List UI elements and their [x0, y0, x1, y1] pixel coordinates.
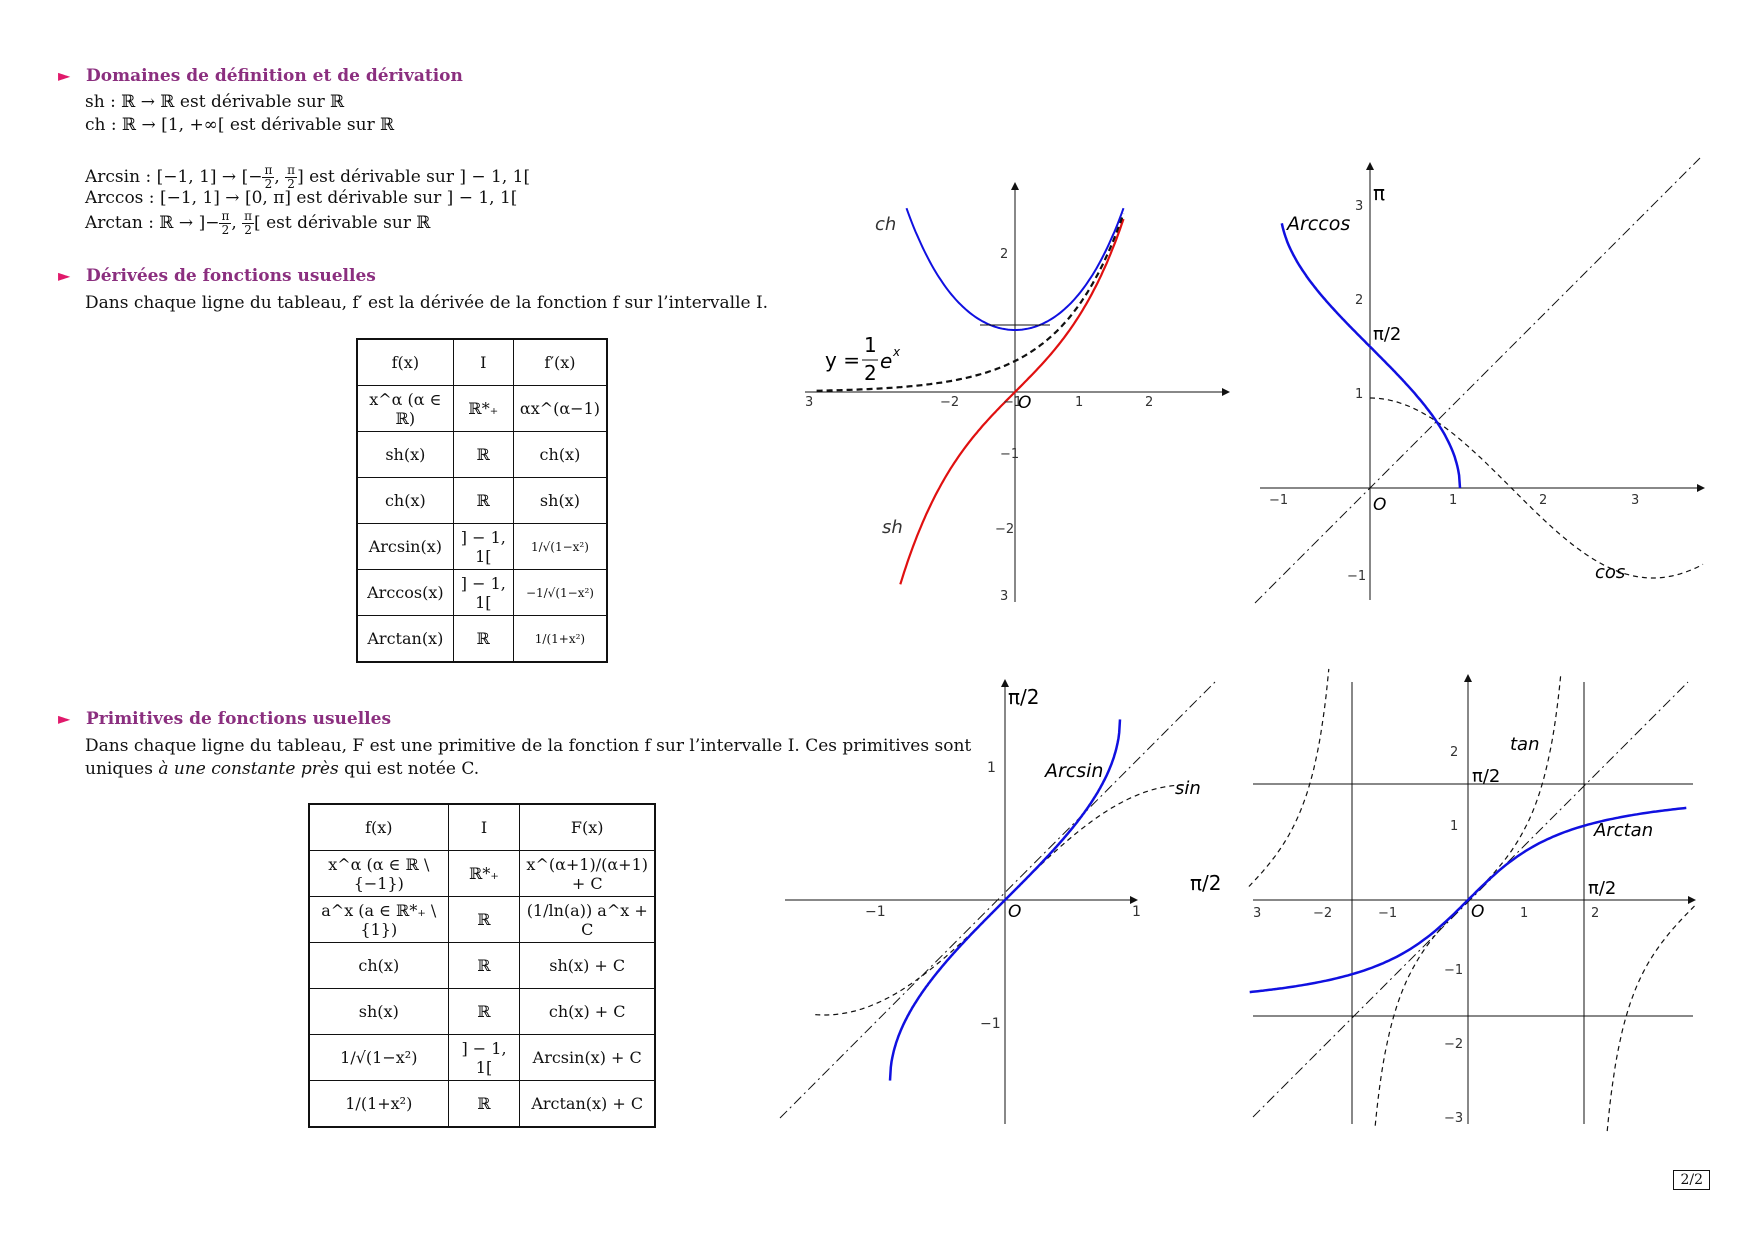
table-cell: ℝ: [453, 478, 513, 524]
svg-text:−1: −1: [1378, 906, 1398, 921]
table-row: [309, 804, 655, 851]
table-cell: 1/(1+x²): [513, 616, 607, 663]
graph-arccos: [1255, 160, 1705, 610]
table-cell: ℝ: [448, 1081, 520, 1128]
svg-text:O: O: [1008, 902, 1022, 922]
page-number: 2/2: [1673, 1170, 1710, 1190]
svg-text:−1: −1: [1000, 447, 1020, 462]
table-header-cell: f(x): [309, 804, 448, 851]
svg-text:cos: cos: [1595, 562, 1626, 583]
svg-text:1: 1: [1075, 395, 1084, 410]
svg-text:3: 3: [1631, 493, 1640, 508]
table-cell: 1/√(1−x²): [309, 1035, 448, 1081]
section-title-derivatives: ► Dérivées de fonctions usuelles: [58, 266, 376, 286]
table-cell: ch(x) + C: [520, 989, 655, 1035]
svg-text:−1: −1: [1269, 493, 1289, 508]
table-header-cell: I: [448, 804, 520, 851]
table-cell: Arcsin(x): [357, 524, 453, 570]
svg-text:π/2: π/2: [1373, 324, 1402, 345]
table-cell: ] − 1, 1[: [448, 1035, 520, 1081]
svg-text:Arcsin: Arcsin: [1045, 760, 1104, 782]
derivatives-table: [356, 338, 608, 663]
svg-text:Arctan: Arctan: [1594, 820, 1654, 841]
svg-text:1: 1: [1450, 819, 1459, 834]
svg-text:π/2: π/2: [1008, 685, 1040, 709]
svg-text:−1: −1: [1444, 963, 1464, 978]
svg-text:2: 2: [1000, 247, 1009, 262]
svg-text:−2: −2: [1313, 906, 1333, 921]
svg-text:y =: y =: [825, 348, 860, 372]
svg-text:e: e: [880, 349, 893, 373]
svg-text:π/2: π/2: [1588, 878, 1617, 899]
svg-text:π: π: [1373, 181, 1386, 205]
domain-sh: sh : ℝ → ℝ est dérivable sur ℝ: [85, 92, 345, 112]
origin-label: O: [1018, 393, 1032, 413]
table-row: [357, 432, 607, 478]
ch-label: ch: [875, 214, 897, 235]
table-row: [357, 570, 607, 616]
table-cell: 1/(1+x²): [309, 1081, 448, 1128]
table-cell: x^α (α ∈ ℝ \ {−1}): [309, 851, 448, 897]
table-cell: ] − 1, 1[: [453, 524, 513, 570]
svg-text:3: 3: [1253, 906, 1262, 921]
table-cell: ℝ: [453, 432, 513, 478]
svg-text:−2: −2: [995, 522, 1015, 537]
domain-arccos: Arccos : [−1, 1] → [0, π] est dérivable sur ] − 1, 1[: [85, 188, 518, 208]
table-row: [309, 1035, 655, 1081]
svg-text:−1: −1: [1003, 395, 1023, 410]
table-cell: ℝ*₊: [453, 386, 513, 432]
table-row: [357, 478, 607, 524]
table-cell: Arccos(x): [357, 570, 453, 616]
domain-arcsin: Arcsin : [−1, 1] → [− $\frac{\pi}{2}$ , $\frac{\pi}{2}$ ] est dérivable sur ] − 1, 1[: [85, 163, 531, 192]
table-cell: Arcsin(x) + C: [520, 1035, 655, 1081]
svg-text:O: O: [1471, 902, 1485, 922]
section-title-primitives: ► Primitives de fonctions usuelles: [58, 709, 392, 729]
svg-text:sin: sin: [1175, 778, 1201, 799]
svg-text:1: 1: [1449, 493, 1458, 508]
table-row: [309, 897, 655, 943]
table-header-cell: f′(x): [513, 339, 607, 386]
primitives-intro-line1: Dans chaque ligne du tableau, F est une primitive de la fonction f sur l’intervalle I. Ces primitives sont: [85, 736, 972, 756]
svg-text:2: 2: [1539, 493, 1548, 508]
svg-text:1: 1: [1355, 387, 1364, 402]
table-row: [309, 1081, 655, 1128]
svg-text:Arccos: Arccos: [1287, 213, 1351, 235]
table-cell: ℝ: [453, 616, 513, 663]
svg-text:−1: −1: [1347, 569, 1367, 584]
svg-text:2: 2: [1591, 906, 1600, 921]
domain-arctan: Arctan : ℝ → ]− $\frac{\pi}{2}$ , $\frac{\pi}{2}$ [ est dérivable sur ℝ: [85, 209, 431, 238]
svg-text:1: 1: [1520, 906, 1529, 921]
svg-text:3: 3: [1355, 199, 1364, 214]
graph-ch-sh: [800, 180, 1230, 610]
table-cell: (1/ln(a)) a^x + C: [520, 897, 655, 943]
table-cell: ℝ*₊: [448, 851, 520, 897]
table-cell: Arctan(x): [357, 616, 453, 663]
svg-text:1: 1: [987, 760, 996, 776]
arccos-curve: [1282, 223, 1460, 488]
table-row: [357, 386, 607, 432]
svg-text:−2: −2: [940, 395, 960, 410]
svg-text:1: 1: [864, 333, 877, 357]
bullet-triangle-icon: ►: [58, 66, 71, 85]
table-row: [309, 851, 655, 897]
svg-text:π/2: π/2: [1190, 871, 1222, 895]
primitives-table: [308, 803, 656, 1128]
table-header-cell: F(x): [520, 804, 655, 851]
table-cell: ch(x): [357, 478, 453, 524]
svg-text:−2: −2: [1444, 1037, 1464, 1052]
bullet-triangle-icon: ►: [58, 266, 71, 285]
svg-text:2: 2: [1355, 293, 1364, 308]
derivatives-intro: Dans chaque ligne du tableau, f′ est la dérivée de la fonction f sur l’intervalle I.: [85, 293, 769, 313]
table-cell: αx^(α−1): [513, 386, 607, 432]
table-header-cell: I: [453, 339, 513, 386]
svg-text:1: 1: [1132, 904, 1141, 920]
table-cell: a^x (a ∈ ℝ*₊ \ {1}): [309, 897, 448, 943]
table-cell: 1/√(1−x²): [513, 524, 607, 570]
svg-text:3: 3: [1000, 589, 1009, 604]
table-cell: sh(x) + C: [520, 943, 655, 989]
svg-text:−3: −3: [1444, 1111, 1464, 1126]
table-cell: ch(x): [513, 432, 607, 478]
table-cell: sh(x): [357, 432, 453, 478]
svg-text:π/2: π/2: [1472, 766, 1501, 787]
table-row: [357, 339, 607, 386]
table-cell: x^α (α ∈ ℝ): [357, 386, 453, 432]
table-row: [357, 524, 607, 570]
sh-label: sh: [882, 517, 903, 538]
graph-arctan: [1248, 672, 1698, 1132]
svg-text:2: 2: [864, 361, 877, 385]
svg-text:2: 2: [1450, 745, 1459, 760]
table-row: [357, 616, 607, 663]
section-title-domains: ► Domaines de définition et de dérivation: [58, 66, 463, 86]
svg-text:tan: tan: [1510, 734, 1540, 755]
bullet-triangle-icon: ►: [58, 709, 71, 728]
table-cell: −1/√(1−x²): [513, 570, 607, 616]
primitives-intro-line2: uniques à une constante près qui est notée C.: [85, 759, 480, 779]
svg-text:3: 3: [805, 395, 814, 410]
table-cell: x^(α+1)/(α+1) + C: [520, 851, 655, 897]
table-cell: ℝ: [448, 943, 520, 989]
table-cell: ℝ: [448, 989, 520, 1035]
svg-text:O: O: [1373, 495, 1387, 515]
domain-ch: ch : ℝ → [1, +∞[ est dérivable sur ℝ: [85, 115, 395, 135]
svg-text:x: x: [893, 345, 901, 359]
table-cell: sh(x): [309, 989, 448, 1035]
graph-arcsin: [780, 672, 1230, 1132]
table-cell: ch(x): [309, 943, 448, 989]
table-header-cell: f(x): [357, 339, 453, 386]
svg-text:2: 2: [1145, 395, 1154, 410]
table-cell: Arctan(x) + C: [520, 1081, 655, 1128]
table-row: [309, 943, 655, 989]
half-exp-curve: [817, 214, 1124, 391]
svg-text:−1: −1: [980, 1016, 1001, 1032]
svg-text:−1: −1: [865, 904, 886, 920]
table-row: [309, 989, 655, 1035]
table-cell: ℝ: [448, 897, 520, 943]
table-cell: sh(x): [513, 478, 607, 524]
table-cell: ] − 1, 1[: [453, 570, 513, 616]
